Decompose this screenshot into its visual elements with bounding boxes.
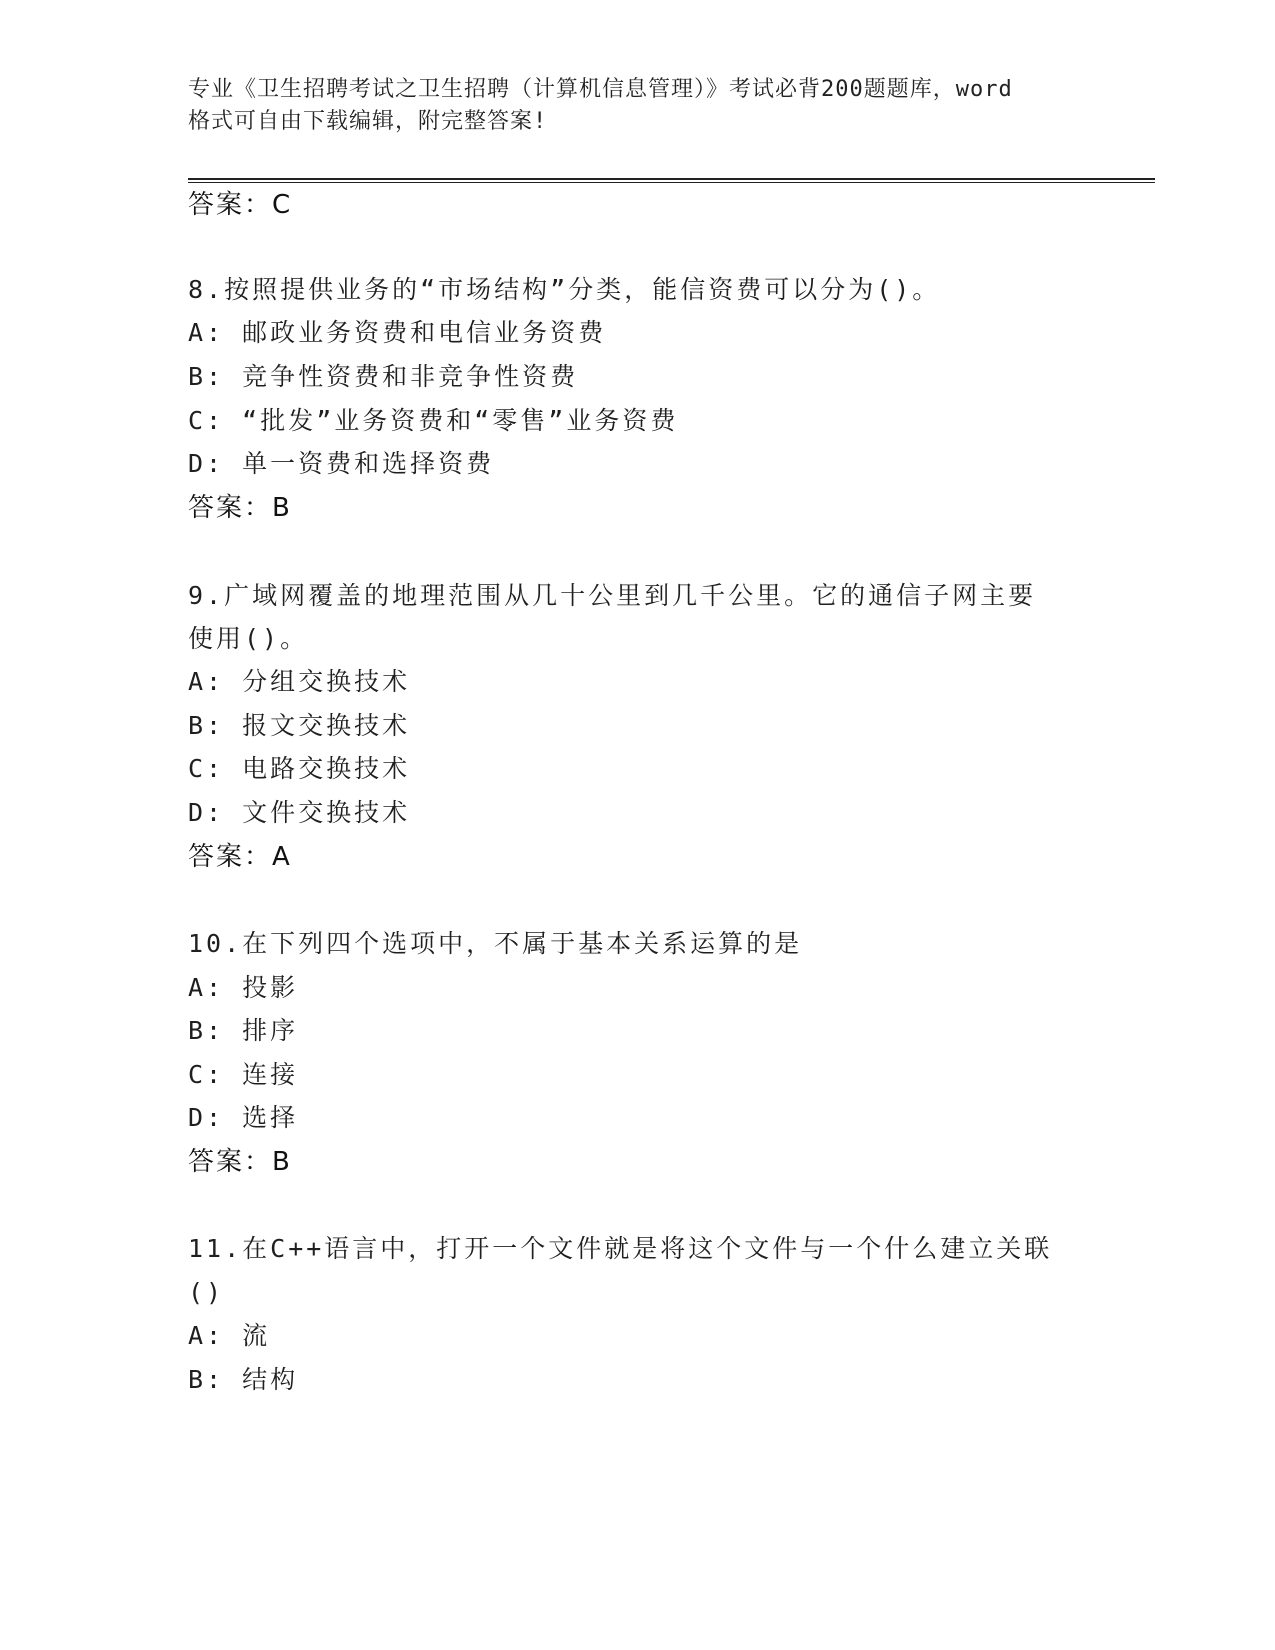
document-header	[188, 74, 1088, 138]
question-9-option-c: C: 电路交换技术	[188, 754, 411, 783]
question-9-stem-line-1: 9.广域网覆盖的地理范围从几十公里到几千公里。它的通信子网主要	[188, 581, 1037, 610]
question-10-stem: 10.在下列四个选项中，不属于基本关系运算的是	[188, 929, 803, 958]
question-10-option-b: B: 排序	[188, 1016, 299, 1045]
header-line-1: 专业《卫生招聘考试之卫生招聘（计算机信息管理）》考试必背200题题库，word	[188, 77, 1013, 102]
question-10-option-c: C: 连接	[188, 1060, 299, 1089]
question-9-answer: 答案：A	[188, 842, 292, 872]
question-8-option-c: C: “批发”业务资费和“零售”业务资费	[188, 406, 679, 435]
question-11-option-a: A: 流	[188, 1321, 271, 1350]
question-9-option-d: D: 文件交换技术	[188, 798, 411, 827]
question-8-option-b: B: 竞争性资费和非竞争性资费	[188, 362, 579, 391]
question-8-answer: 答案：B	[188, 493, 292, 523]
question-11-option-b: B: 结构	[188, 1365, 299, 1394]
question-11-stem-line-1: 11.在C++语言中，打开一个文件就是将这个文件与一个什么建立关联	[188, 1234, 1053, 1263]
question-9-stem-line-2: 使用()。	[188, 624, 309, 653]
question-10-option-a: A: 投影	[188, 973, 299, 1002]
question-11-stem-line-2: ()	[188, 1278, 225, 1307]
question-10-option-d: D: 选择	[188, 1103, 299, 1132]
question-8-stem: 8.按照提供业务的“市场结构”分类，能信资费可以分为()。	[188, 275, 941, 304]
question-10-answer: 答案：B	[188, 1147, 292, 1177]
header-divider	[188, 178, 1155, 183]
question-9-option-b: B: 报文交换技术	[188, 711, 411, 740]
answer-previous: 答案：C	[188, 190, 293, 220]
header-line-2: 格式可自由下载编辑，附完整答案!	[188, 109, 548, 134]
question-8-option-d: D: 单一资费和选择资费	[188, 449, 495, 478]
question-8-option-a: A: 邮政业务资费和电信业务资费	[188, 318, 607, 347]
question-9-option-a: A: 分组交换技术	[188, 667, 411, 696]
